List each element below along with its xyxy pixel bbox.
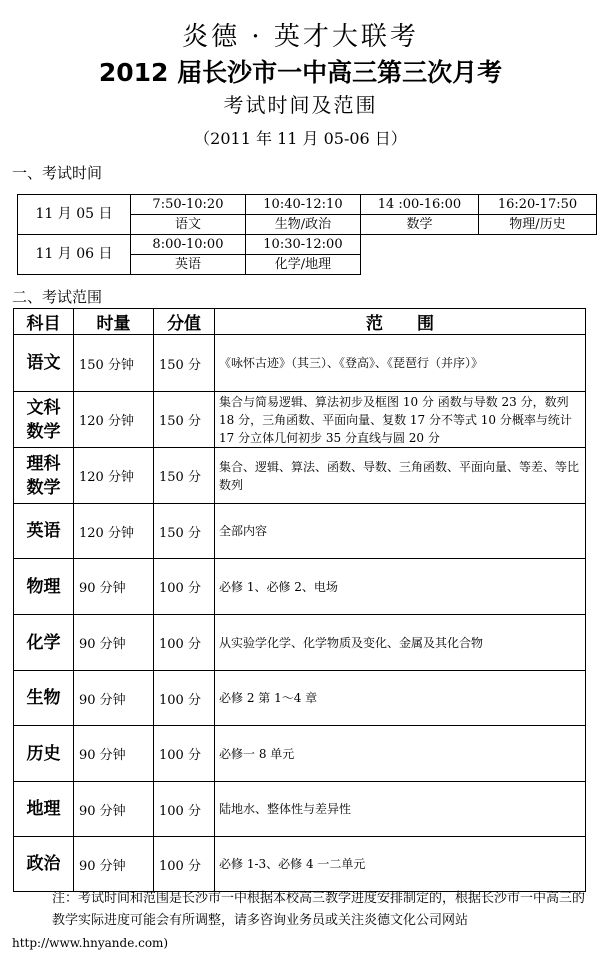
header-time: 时量 xyxy=(74,309,154,335)
table-row xyxy=(14,504,586,559)
footnote xyxy=(12,888,592,954)
row-scope: 集合、逻辑、算法、函数、导数、三角函数、平面向量、等差、等比数列 xyxy=(215,448,586,504)
schedule-date: 11 月 05 日 xyxy=(18,195,131,235)
table-row xyxy=(14,392,586,448)
section-exam-scope-heading: 二、考试范围 xyxy=(12,288,103,306)
exam-scope-table xyxy=(13,308,586,892)
row-time: 150 分钟 xyxy=(74,335,154,392)
row-time: 120 分钟 xyxy=(74,504,154,559)
table-row xyxy=(14,837,586,892)
schedule-subject: 语文 xyxy=(130,215,245,235)
row-subject: 语文 xyxy=(14,335,74,392)
scope-table-header xyxy=(14,309,586,335)
row-scope: 全部内容 xyxy=(215,504,586,559)
row-scope: 陆地水、整体性与差异性 xyxy=(215,782,586,837)
header-score: 分值 xyxy=(154,309,215,335)
row-scope: 《咏怀古迹》（其三）、《登高》、《琵琶行（并序）》 xyxy=(215,335,586,392)
table-row xyxy=(14,782,586,837)
row-time: 120 分钟 xyxy=(74,448,154,504)
schedule-subject: 化学/地理 xyxy=(245,255,360,275)
row-scope: 必修 2 第 1～4 章 xyxy=(215,671,586,726)
table-row xyxy=(14,448,586,504)
row-subject: 地理 xyxy=(14,782,74,837)
row-subject: 英语 xyxy=(14,504,74,559)
schedule-date: 11 月 06 日 xyxy=(18,235,131,275)
table-row xyxy=(14,559,586,615)
table-row xyxy=(14,335,586,392)
title-line1: 炎德 · 英才大联考 xyxy=(182,22,419,52)
exam-schedule-table xyxy=(17,194,597,275)
row-time: 90 分钟 xyxy=(74,782,154,837)
schedule-time: 16:20-17:50 xyxy=(478,195,596,215)
row-score: 100 分 xyxy=(154,615,215,671)
row-scope: 必修 1-3、必修 4 一二单元 xyxy=(215,837,586,892)
schedule-subject: 生物/政治 xyxy=(245,215,360,235)
row-subject: 历史 xyxy=(14,726,74,782)
schedule-empty-cell xyxy=(360,255,478,275)
subtitle: 考试时间及范围 xyxy=(223,93,378,117)
row-subject: 政治 xyxy=(14,837,74,892)
row-scope: 必修一 8 单元 xyxy=(215,726,586,782)
row-time: 90 分钟 xyxy=(74,559,154,615)
header-subject: 科目 xyxy=(14,309,74,335)
schedule-empty-cell xyxy=(360,235,478,255)
row-time: 120 分钟 xyxy=(74,392,154,448)
row-subject: 文科 数学 xyxy=(14,392,74,448)
row-time: 90 分钟 xyxy=(74,726,154,782)
row-score: 150 分 xyxy=(154,392,215,448)
schedule-time: 10:30-12:00 xyxy=(245,235,360,255)
header-scope: 范 围 xyxy=(215,309,586,335)
date-range: （2011 年 11 月 05-06 日） xyxy=(194,129,407,148)
table-row xyxy=(14,726,586,782)
schedule-subject: 英语 xyxy=(130,255,245,275)
schedule-empty-cell xyxy=(478,255,596,275)
schedule-subject: 数学 xyxy=(360,215,478,235)
row-time: 90 分钟 xyxy=(74,837,154,892)
row-score: 150 分 xyxy=(154,504,215,559)
row-time: 90 分钟 xyxy=(74,615,154,671)
schedule-subject: 物理/历史 xyxy=(478,215,596,235)
section-exam-time-heading: 一、考试时间 xyxy=(12,164,103,182)
row-subject: 理科 数学 xyxy=(14,448,74,504)
row-score: 100 分 xyxy=(154,559,215,615)
row-subject: 生物 xyxy=(14,671,74,726)
row-scope: 必修 1、必修 2、电场 xyxy=(215,559,586,615)
website-link[interactable]: http://www.hnyande.com) xyxy=(12,936,169,950)
schedule-empty-cell xyxy=(478,235,596,255)
row-time: 90 分钟 xyxy=(74,671,154,726)
row-score: 100 分 xyxy=(154,726,215,782)
row-scope: 从实验学化学、化学物质及变化、金属及其化合物 xyxy=(215,615,586,671)
schedule-time: 14 :00-16:00 xyxy=(360,195,478,215)
row-score: 150 分 xyxy=(154,448,215,504)
row-score: 150 分 xyxy=(154,335,215,392)
row-scope: 集合与简易逻辑、算法初步及框图 10 分 函数与导数 23 分，数列 18 分，三角函数、平面向量、复数 17 分不等式 10 分概率与统计 17 分立体几何初步 35 分直线与圆 20 分 xyxy=(215,392,586,448)
table-row xyxy=(14,615,586,671)
row-subject: 物理 xyxy=(14,559,74,615)
row-score: 100 分 xyxy=(154,782,215,837)
schedule-time: 10:40-12:10 xyxy=(245,195,360,215)
schedule-time: 8:00-10:00 xyxy=(130,235,245,255)
row-score: 100 分 xyxy=(154,837,215,892)
row-subject: 化学 xyxy=(14,615,74,671)
footnote-text: 注：考试时间和范围是长沙市一中根据本校高三教学进度安排制定的，根据长沙市一中高三的教学实际进度可能会有所调整，请多咨询业务员或关注炎德文化公司网站 xyxy=(52,891,586,928)
schedule-time: 7:50-10:20 xyxy=(130,195,245,215)
table-row xyxy=(14,671,586,726)
title-line2: 2012 届长沙市一中高三第三次月考 xyxy=(98,58,503,87)
row-score: 100 分 xyxy=(154,671,215,726)
